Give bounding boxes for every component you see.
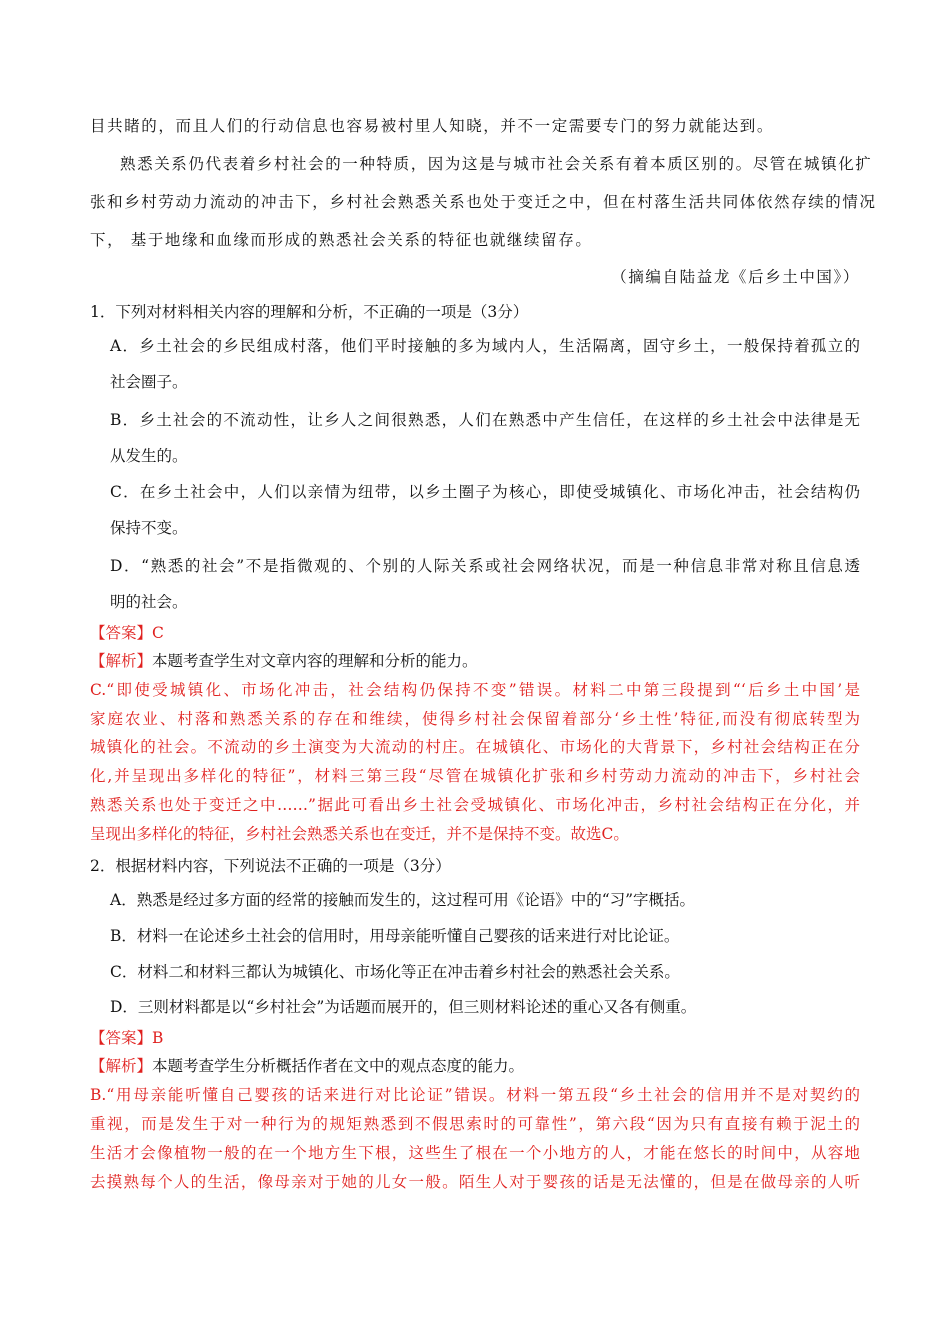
q1-explanation-line: 城镇化的社会。不流动的乡土演变为大流动的村庄。在城镇化、市场化的大背景下，乡村社会结构正在分: [90, 738, 860, 756]
q2-explanation-line: 生活才会像植物一般的在一个地方生下根，这些生了根在一个小地方的人，才能在悠长的时间中，从容地: [90, 1144, 860, 1162]
q1-option-c: C．在乡土社会中，人们以亲情为纽带，以乡土圈子为核心，即使受城镇化、市场化冲击，社会结构仍: [110, 483, 860, 501]
q1-explanation-line: 化,并呈现出多样化的特征”，材料三第三段“尽管在城镇化扩张和乡村劳动力流动的冲击下，乡村社会: [90, 767, 860, 785]
q2-analysis: [90, 1056, 524, 1076]
q1-option-d: D．“熟悉的社会”不是指微观的、个别的人际关系或社会网络状况，而是一种信息非常对称且信息透: [110, 557, 860, 575]
question-2-stem: 2．根据材料内容，下列说法不正确的一项是（3分）: [90, 857, 451, 875]
passage-line: 目共睹的，而且人们的行动信息也容易被村里人知晓，并不一定需要专门的努力就能达到。: [90, 117, 775, 135]
q2-explanation-line: 去摸熟每个人的生活，像母亲对于她的儿女一般。陌生人对于婴孩的话是无法懂的，但是在做母亲的人听: [90, 1173, 860, 1191]
answer-tag: 【答案】: [90, 624, 153, 642]
analysis-intro: 本题考查学生对文章内容的理解和分析的能力。: [152, 652, 478, 670]
q1-explanation-line: C.“即使受城镇化、市场化冲击，社会结构仍保持不变”错误。材料二中第三段提到“‘后乡土中国’是: [90, 681, 860, 699]
q2-option-c: C．材料二和材料三都认为城镇化、市场化等正在冲击着乡村社会的熟悉社会关系。: [110, 963, 680, 981]
q1-analysis: [90, 651, 478, 671]
passage-line: 下， 基于地缘和血缘而形成的熟悉社会关系的特征也就继续留存。: [90, 231, 593, 249]
q1-option-b: B．乡土社会的不流动性，让乡人之间很熟悉，人们在熟悉中产生信任，在这样的乡土社会中法律是无: [110, 411, 860, 429]
answer-tag: 【答案】: [90, 1029, 153, 1047]
q2-explanation-line: B.“用母亲能听懂自己婴孩的话来进行对比论证”错误。材料一第五段“乡土社会的信用并不是对契约的: [90, 1086, 860, 1104]
q2-option-b: B．材料一在论述乡土社会的信用时，用母亲能听懂自己婴孩的话来进行对比论证。: [110, 927, 680, 945]
q2-option-d: D．三则材料都是以“乡村社会”为话题而展开的，但三则材料论述的重心又各有侧重。: [110, 998, 697, 1016]
q2-option-a: A．熟悉是经过多方面的经常的接触而发生的，这过程可用《论语》中的“习”字概括。: [110, 891, 696, 909]
answer-value: C: [152, 624, 164, 642]
passage-line: 熟悉关系仍代表着乡村社会的一种特质，因为这是与城市社会关系有着本质区别的。尽管在城镇化扩: [120, 155, 873, 173]
q1-explanation-line: 呈现出多样化的特征，乡村社会熟悉关系也在变迁，并不是保持不变。故选C。: [90, 825, 629, 843]
analysis-tag: 【解析】: [90, 1057, 153, 1075]
q1-option-a: A．乡土社会的乡民组成村落，他们平时接触的多为域内人，生活隔离，固守乡土，一般保持着孤立的: [110, 337, 860, 355]
q1-option-d-cont: 明的社会。: [110, 593, 188, 611]
q1-explanation-line: 熟悉关系也处于变迁之中……”据此可看出乡土社会受城镇化、市场化冲击，乡村社会结构正在分化，并: [90, 796, 860, 814]
passage-source: （摘编自陆益龙《后乡土中国》）: [611, 268, 860, 286]
analysis-tag: 【解析】: [90, 652, 153, 670]
q2-explanation-line: 重视，而是发生于对一种行为的规矩熟悉到不假思索时的可靠性”，第六段“因为只有直接有赖于泥土的: [90, 1115, 860, 1133]
q1-answer: [90, 623, 164, 643]
q1-option-c-cont: 保持不变。: [110, 519, 188, 537]
passage-line: 张和乡村劳动力流动的冲击下，乡村社会熟悉关系也处于变迁之中，但在村落生活共同体依然存续的情况: [90, 193, 877, 211]
q1-option-a-cont: 社会圈子。: [110, 373, 188, 391]
answer-value: B: [152, 1029, 164, 1047]
q1-option-b-cont: 从发生的。: [110, 447, 188, 465]
analysis-intro: 本题考查学生分析概括作者在文中的观点态度的能力。: [152, 1057, 525, 1075]
q2-answer: [90, 1028, 163, 1048]
q1-explanation-line: 家庭农业、村落和熟悉关系的存在和维续，使得乡村社会保留着部分‘乡土性’特征,而没有彻底转型为: [90, 710, 860, 728]
question-1-stem: 1．下列对材料相关内容的理解和分析，不正确的一项是（3分）: [90, 303, 529, 321]
